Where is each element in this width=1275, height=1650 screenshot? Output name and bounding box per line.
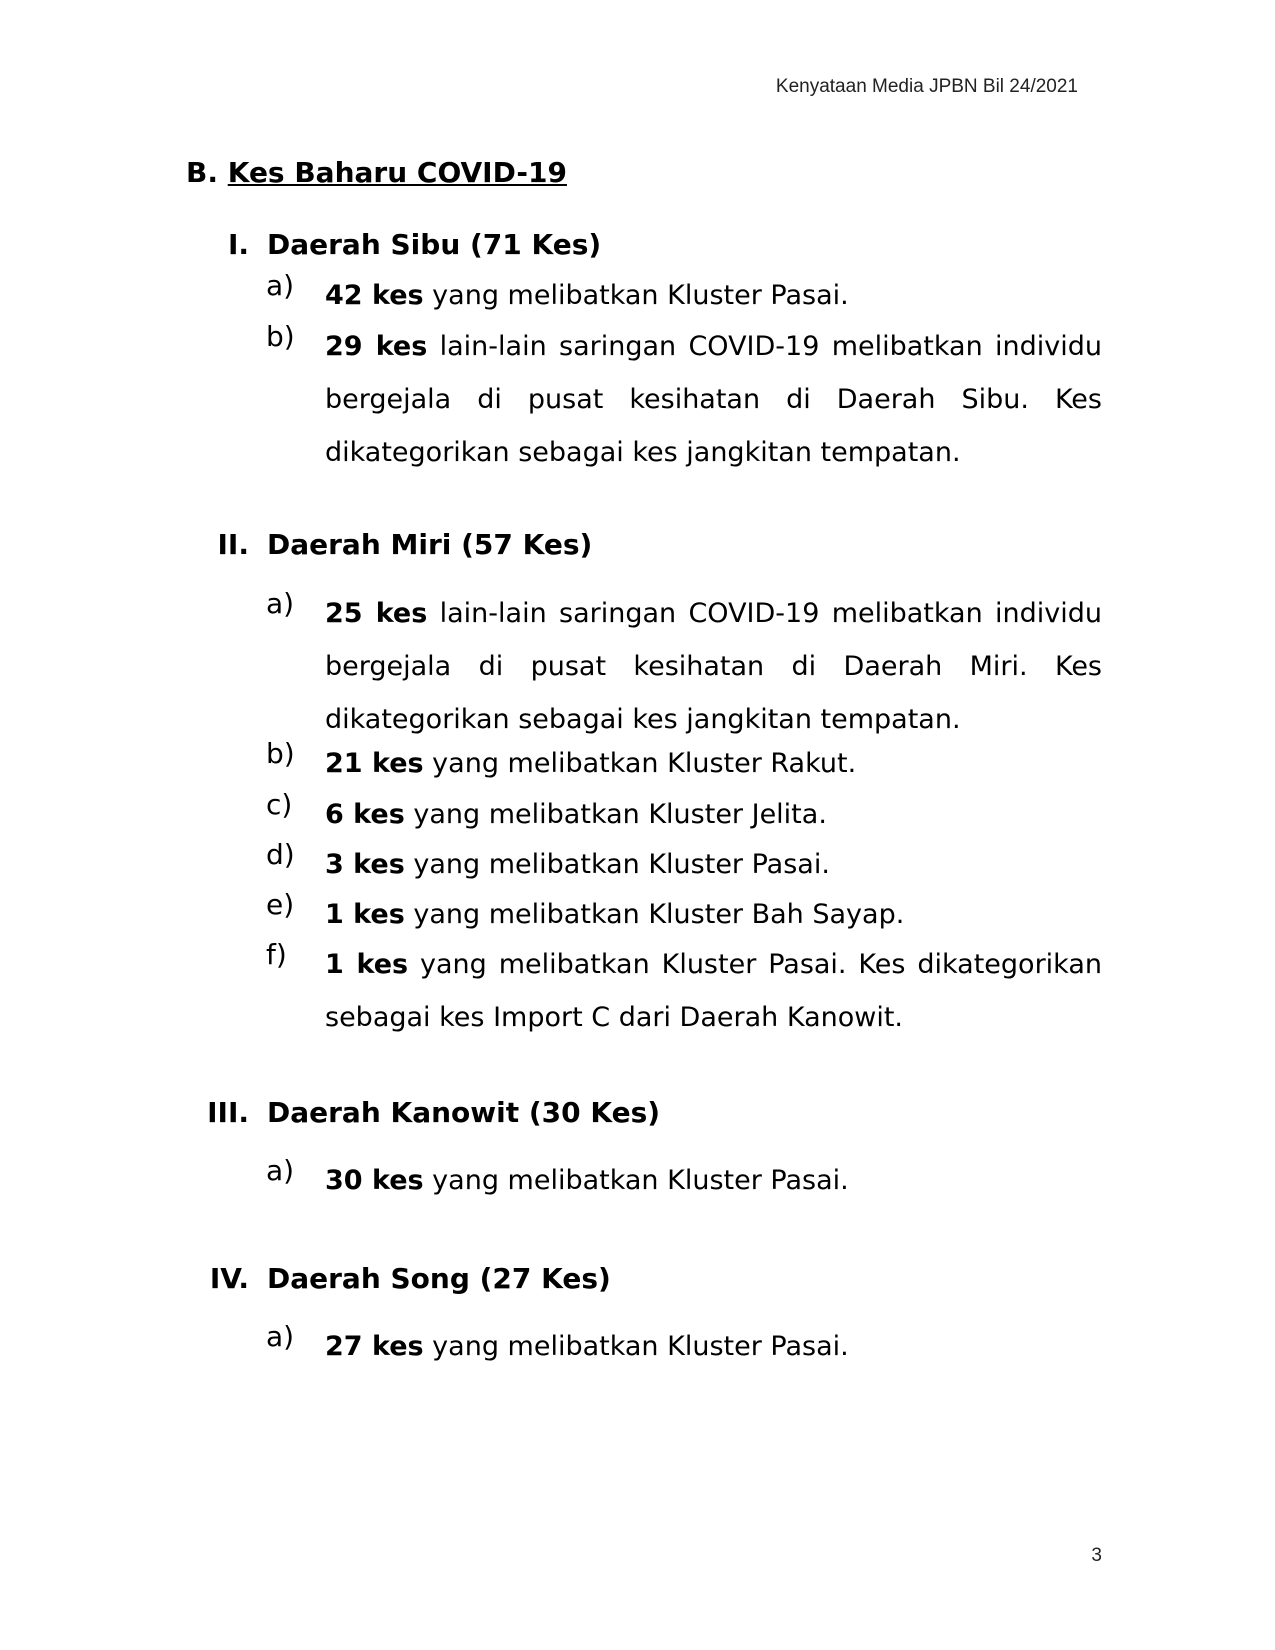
district-numeral: IV. xyxy=(209,1262,249,1295)
item-letter: a) xyxy=(266,1320,295,1353)
item-letter: f) xyxy=(266,938,287,971)
item-description: yang melibatkan Kluster Jelita. xyxy=(404,799,827,830)
district-numeral: III. xyxy=(207,1096,249,1129)
item-text xyxy=(325,838,1102,891)
item-description: yang melibatkan Kluster Pasai. xyxy=(423,1165,849,1196)
district-title: Daerah Kanowit (30 Kes) xyxy=(267,1096,661,1129)
district-title: Daerah Song (27 Kes) xyxy=(267,1262,611,1295)
item-text xyxy=(325,788,1102,841)
item-letter: c) xyxy=(266,788,293,821)
case-count: 27 kes xyxy=(325,1331,424,1362)
item-text xyxy=(325,587,1102,746)
item-description: lain-lain saringan COVID-19 melibatkan individu bergejala di pusat kesihatan di Daerah Miri. Kes dikategorikan sebagai kes jangkitan tempatan. xyxy=(325,598,1103,735)
district-title: Daerah Sibu (71 Kes) xyxy=(267,228,602,261)
item-description: yang melibatkan Kluster Pasai. xyxy=(423,1331,849,1362)
case-count: 21 kes xyxy=(325,748,424,779)
item-letter: a) xyxy=(266,587,295,620)
document-header: Kenyataan Media JPBN Bil 24/2021 xyxy=(775,76,1078,97)
item-letter: a) xyxy=(266,269,295,302)
section-title xyxy=(186,156,567,189)
item-description: lain-lain saringan COVID-19 melibatkan individu bergejala di pusat kesihatan di Daerah Sibu. Kes dikategorikan sebagai kes jangkitan tempatan. xyxy=(325,331,1103,468)
item-description: yang melibatkan Kluster Pasai. xyxy=(423,280,849,311)
district-title: Daerah Miri (57 Kes) xyxy=(267,528,593,561)
item-description: yang melibatkan Kluster Rakut. xyxy=(423,748,857,779)
item-text xyxy=(325,938,1102,1044)
page-number: 3 xyxy=(1091,1545,1102,1566)
item-text xyxy=(325,269,1102,322)
section-letter: B. xyxy=(186,156,218,189)
item-letter: e) xyxy=(266,888,295,921)
item-text xyxy=(325,1154,1102,1207)
case-count: 3 kes xyxy=(325,849,405,880)
case-count: 30 kes xyxy=(325,1165,424,1196)
item-text xyxy=(325,737,1102,790)
case-count: 1 kes xyxy=(325,899,405,930)
case-count: 42 kes xyxy=(325,280,424,311)
case-count: 29 kes xyxy=(325,331,428,362)
item-text xyxy=(325,888,1102,941)
item-text xyxy=(325,320,1102,479)
district-numeral: II. xyxy=(217,528,249,561)
item-description: yang melibatkan Kluster Pasai. xyxy=(404,849,830,880)
case-count: 25 kes xyxy=(325,598,428,629)
district-numeral: I. xyxy=(227,228,249,261)
item-description: yang melibatkan Kluster Pasai. Kes dikategorikan sebagai kes Import C dari Daerah Kanowit. xyxy=(325,949,1102,1033)
item-description: yang melibatkan Kluster Bah Sayap. xyxy=(404,899,905,930)
case-count: 6 kes xyxy=(325,799,405,830)
section-title-text: Kes Baharu COVID-19 xyxy=(227,156,567,189)
item-letter: b) xyxy=(266,737,295,770)
item-letter: b) xyxy=(266,320,295,353)
case-count: 1 kes xyxy=(325,949,409,980)
item-letter: a) xyxy=(266,1154,295,1187)
item-text xyxy=(325,1320,1102,1373)
item-letter: d) xyxy=(266,838,295,871)
